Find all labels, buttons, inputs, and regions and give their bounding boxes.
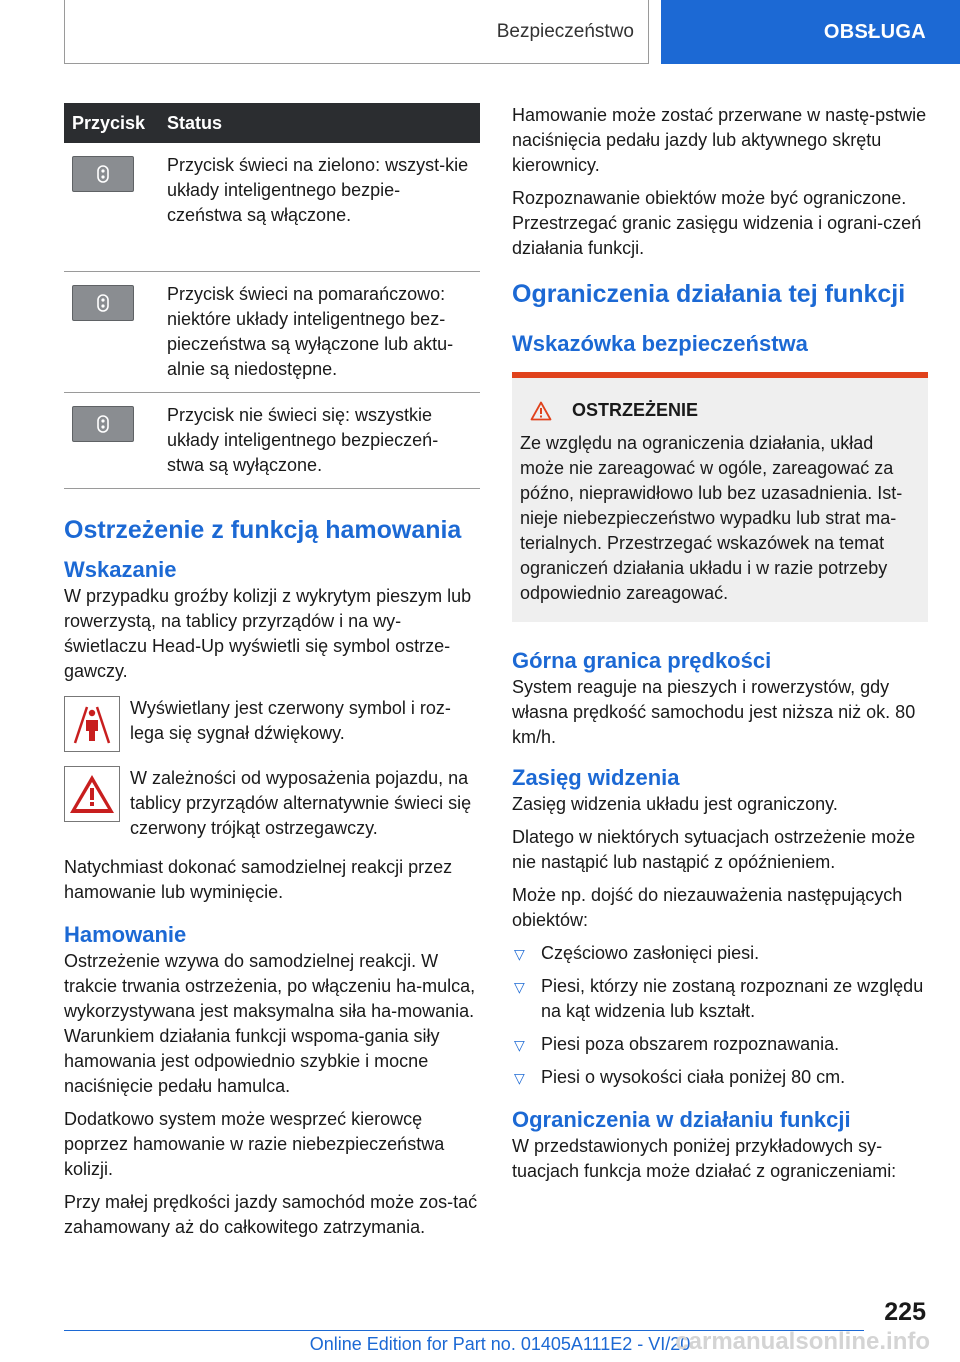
bullet-triangle-icon: ▽ [514, 1070, 525, 1086]
col-header-button: Przycisk [64, 103, 159, 143]
assist-button-icon [72, 285, 134, 321]
list-item-text: Piesi, którzy nie zostaną rozpoznani ze względu na kąt widzenia lub kształt. [541, 976, 924, 1021]
footer-edition: Online Edition for Part no. 01405A111E2 - VI/20 [309, 1334, 691, 1354]
right-column [512, 103, 928, 1192]
warning-triangle-icon [64, 766, 120, 822]
assist-button-icon [72, 406, 134, 442]
table-cell-button [64, 392, 159, 488]
watermark: carmanualsonline.info [675, 1328, 930, 1355]
warning-box [512, 372, 928, 622]
col-header-status: Status [159, 103, 480, 143]
table-cell-button [64, 271, 159, 392]
heading-function-restrictions: Ograniczenia w działaniu funkcji [512, 1107, 851, 1132]
icon-row-text: W zależności od wyposażenia pojazdu, na tablicy przyrządów alternatywnie świeci się czerwony trójkąt ostrzegawczy. [130, 767, 472, 838]
paragraph-speed: System reaguje na pieszych i rowerzystów, gdy własna prędkość samochodu jest niższa niż ok. 80 km/h. [512, 677, 916, 747]
heading-braking: Hamowanie [64, 921, 187, 947]
heading-braking-warning: Ostrzeżenie z funkcją hamowania [64, 515, 462, 544]
list-item-text: Piesi poza obszarem rozpoznawania. [541, 1034, 840, 1054]
warning-title: OSTRZEŻENIE [572, 400, 699, 420]
table-cell-status: Przycisk świeci na pomarańczowo: niektóre układy inteligentnego bez-pieczeństwa są wyłączone lub aktu-alnie są niedostępne. [159, 271, 480, 392]
table-row [64, 392, 480, 488]
table-cell-status: Przycisk nie świeci się: wszystkie układy inteligentnego bezpieczeń-stwa są wyłączone. [159, 392, 480, 488]
paragraph-detection: Rozpoznawanie obiektów może być ograniczone. Przestrzegać granic zasięgu widzenia i ograni-czeń działania funkcji. [512, 188, 922, 258]
paragraph-braking-2: Dodatkowo system może wesprzeć kierowcę poprzez hamowanie w razie niebezpieczeństwa kolizji. [64, 1108, 445, 1179]
warning-title-row [530, 398, 920, 423]
header-tab[interactable] [661, 0, 960, 64]
warning-triangle-icon [530, 401, 552, 421]
paragraph-range-1: Zasięg widzenia układu jest ograniczony. [512, 794, 838, 814]
heading-function-limits: Ograniczenia działania tej funkcji [512, 280, 906, 308]
list-item [512, 974, 928, 1024]
bullet-triangle-icon: ▽ [514, 1037, 525, 1053]
table-cell-button [64, 143, 159, 271]
table-cell-status: Przycisk świeci na zielono: wszyst-kie układy inteligentnego bezpie-czeństwa są włączone. [159, 143, 480, 271]
objects-list [512, 941, 928, 1090]
heading-speed-limit: Górna granica prędkości [512, 648, 772, 673]
paragraph-range-2: Dlatego w niektórych sytuacjach ostrzeżenie może nie nastąpić lub nastąpić z opóźnieniem. [512, 827, 916, 872]
heading-range: Zasięg widzenia [512, 765, 680, 790]
tab-label: OBSŁUGA [823, 20, 926, 43]
table-row [64, 143, 480, 271]
paragraph-react: Natychmiast dokonać samodzielnej reakcji przez hamowanie lub wyminięcie. [64, 856, 453, 902]
paragraph-interrupt: Hamowanie może zostać przerwane w nastę-pstwie naciśnięcia pedału jazdy lub aktywnego skrętu kierownicy. [512, 105, 927, 175]
list-item [512, 1065, 928, 1090]
page-number: 225 [884, 1298, 926, 1326]
paragraph-function: W przedstawionych poniżej przykładowych sy-tuacjach funkcja może działać z ograniczeniami: [512, 1136, 897, 1181]
paragraph-braking-1: Ostrzeżenie wzywa do samodzielnej reakcji. W trakcie trwania ostrzeżenia, po włączeniu ha-mulca, wykorzystywana jest maksymalna siła ha-mowania. Warunkiem działania funkcji wspoma-gania siły hamowania jest odpowiednio szybkie i mocne naciśnięcie pedału hamulca. [64, 950, 476, 1096]
list-item [512, 1032, 928, 1057]
list-item [512, 941, 928, 966]
warning-text: Ze względu na ograniczenia działania, układ może nie zareagować w ogóle, zareagować za późno, nieprawidłowo lub bez uzasadnienia. Ist-nieje niebezpieczeństwo wypadku lub strat ma-terialnych. Przestrzegać wskazówek na temat ograniczeń działania układu i w razie potrzeby odpowiednio zareagować. [520, 433, 903, 603]
paragraph-range-3: Może np. dojść do niezauważenia następujących obiektów: [512, 885, 903, 930]
bullet-triangle-icon: ▽ [514, 979, 525, 995]
paragraph-braking-3: Przy małej prędkości jazdy samochód może zos-tać zahamowany aż do całkowitego zatrzymania. [64, 1191, 478, 1237]
pedestrian-warning-icon [64, 696, 120, 752]
bullet-triangle-icon: ▽ [514, 946, 525, 962]
icon-row-triangle [64, 766, 480, 841]
table-row [64, 271, 480, 392]
heading-safety-note: Wskazówka bezpieczeństwa [512, 331, 808, 356]
heading-indication: Wskazanie [64, 556, 177, 582]
list-item-text: Częściowo zasłonięci piesi. [541, 943, 760, 963]
table-header-row [64, 103, 480, 143]
section-title: Bezpieczeństwo [496, 20, 634, 42]
icon-row-pedestrian [64, 696, 480, 752]
assist-button-icon [72, 156, 134, 192]
button-status-table [64, 103, 480, 489]
left-column [64, 103, 480, 1248]
list-item-text: Piesi o wysokości ciała poniżej 80 cm. [541, 1067, 846, 1087]
icon-row-text: Wyświetlany jest czerwony symbol i roz-lega się sygnał dźwiękowy. [130, 697, 451, 743]
header-section [64, 0, 649, 64]
paragraph-indication: W przypadku groźby kolizji z wykrytym pieszym lub rowerzystą, na tablicy przyrządów i na wy-świetlaczu Head-Up wyświetli się symbol ostrze-gawczy. [64, 585, 472, 681]
